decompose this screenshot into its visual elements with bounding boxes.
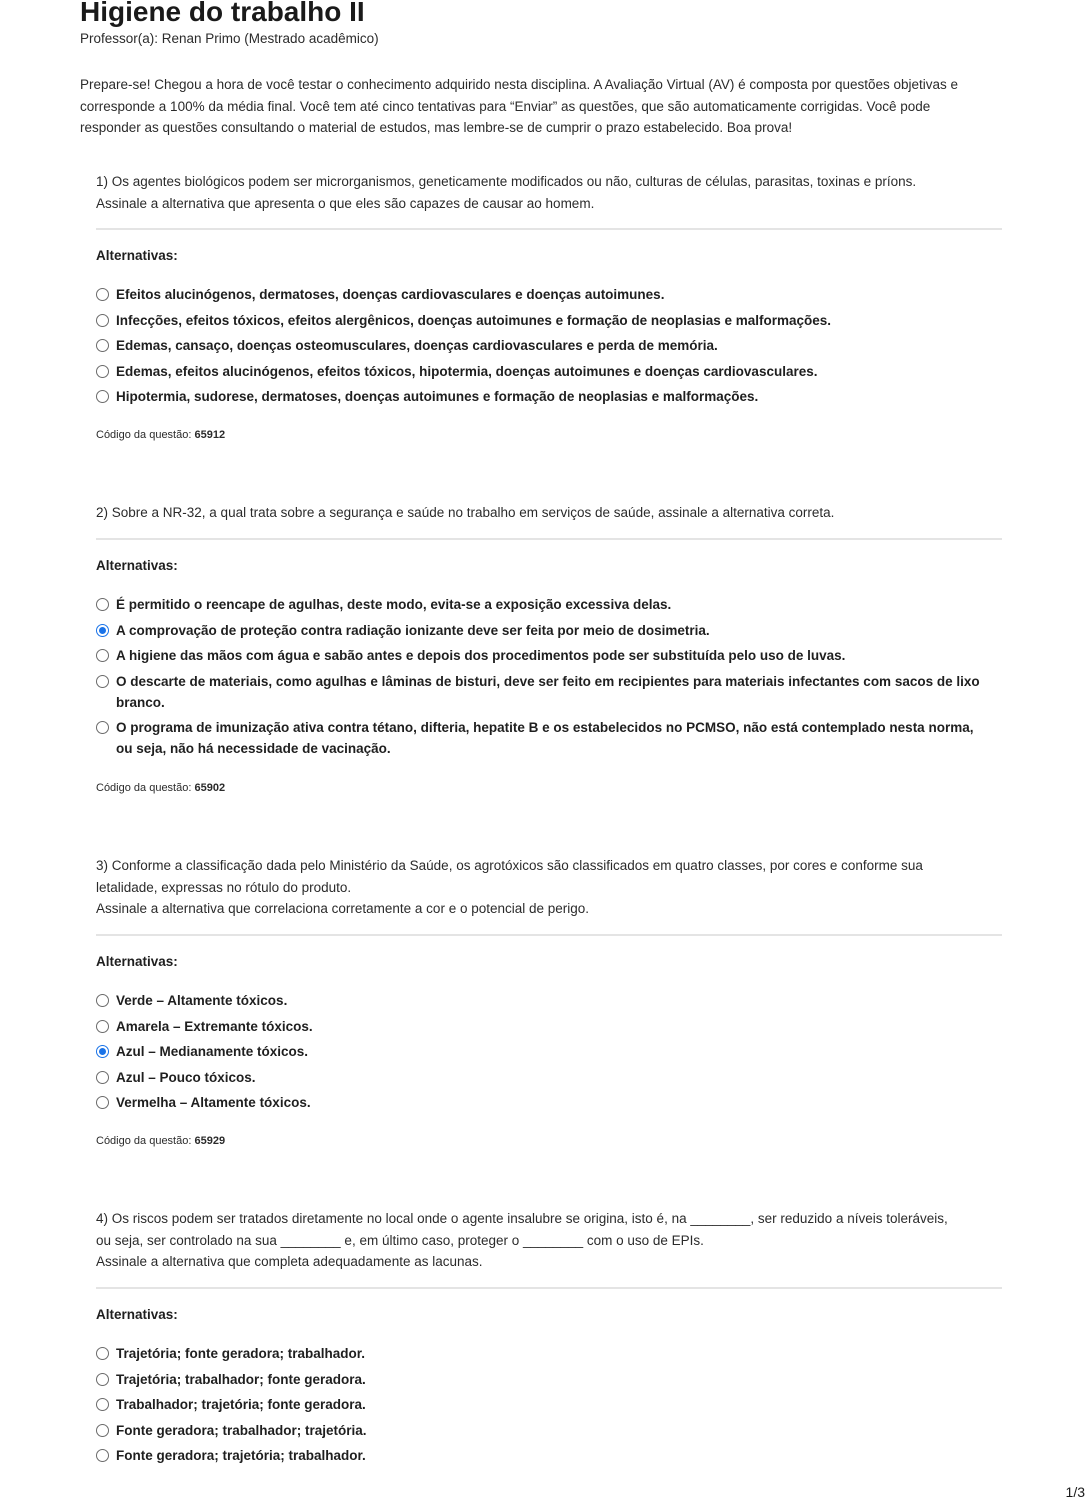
alternatives-list (96, 990, 1002, 1118)
alternative-text: Trajetória; trabalhador; fonte geradora. (116, 1371, 366, 1387)
alternative-option[interactable] (96, 594, 1002, 615)
radio-button-selected[interactable] (96, 1045, 109, 1058)
alternative-text: Vermelha – Altamente tóxicos. (116, 1095, 311, 1110)
question-code-value: 65929 (194, 1135, 226, 1147)
question-text-line: letalidade, expressas no rótulo do produto. (96, 879, 352, 895)
alternative-option[interactable] (96, 1041, 1002, 1062)
radio-button[interactable] (96, 994, 109, 1007)
question-text-line: Assinale a alternativa que correlaciona corretamente a cor e o potencial de perigo. (96, 901, 590, 916)
radio-button[interactable] (96, 1071, 109, 1084)
alternative-text: Amarela – Extremante tóxicos. (116, 1018, 313, 1034)
question-text-line: Assinale a alternativa que completa adequadamente as lacunas. (96, 1254, 483, 1269)
alternative-text: Efeitos alucinógenos, dermatoses, doenças cardiovasculares e doenças autoimunes. (116, 287, 665, 302)
alternative-option[interactable] (96, 284, 1002, 305)
radio-button[interactable] (96, 390, 109, 403)
radio-button[interactable] (96, 1373, 109, 1386)
alternatives-list (96, 284, 1002, 412)
alternative-text: Trabalhador; trajetória; fonte geradora. (116, 1397, 366, 1412)
question-code (96, 1135, 225, 1147)
intro-line: corresponde a 100% da média final. Você tem até cinco tentativas para “Enviar” as questões, que são automaticamente corrigidas. Você pode (80, 98, 931, 114)
divider (96, 228, 1002, 230)
alternatives-header: Alternativas: (96, 558, 178, 573)
radio-button[interactable] (96, 675, 109, 688)
question-code-label: Código da questão: (96, 1135, 192, 1147)
question-code-value: 65912 (194, 429, 226, 441)
alternative-option[interactable] (96, 1369, 1002, 1390)
professor-info: Professor(a): Renan Primo (Mestrado acadêmico) (80, 31, 379, 46)
alternative-option[interactable] (96, 1420, 1002, 1441)
alternative-text: Azul – Medianamente tóxicos. (116, 1044, 309, 1059)
question-code-label: Código da questão: (96, 782, 192, 794)
divider (96, 538, 1002, 540)
question-code-label: Código da questão: (96, 429, 192, 441)
alternative-option[interactable] (96, 361, 1002, 382)
alternative-option[interactable] (96, 335, 1002, 356)
page-title: Higiene do trabalho II (80, 0, 365, 27)
alternative-option[interactable] (96, 990, 1002, 1011)
alternative-option[interactable] (96, 1092, 1002, 1113)
question-text-line: 3) Conforme a classificação dada pelo Ministério da Saúde, os agrotóxicos são classificados em quatro classes, por cores e conforme sua (96, 858, 923, 873)
question-4 (96, 1208, 1002, 1463)
radio-button[interactable] (96, 288, 109, 301)
question-text (96, 855, 1002, 920)
question-text (96, 502, 1002, 524)
question-code (96, 429, 225, 441)
alternative-text: Edemas, cansaço, doenças osteomusculares, doenças cardiovasculares e perda de memória. (116, 338, 718, 353)
radio-button[interactable] (96, 339, 109, 352)
alternative-option[interactable] (96, 717, 1002, 759)
alternative-text: O programa de imunização ativa contra tétano, difteria, hepatite B e os estabelecidos no PCMSO, não está contemplado nesta norma, (116, 720, 974, 735)
radio-button[interactable] (96, 1449, 109, 1462)
alternative-option[interactable] (96, 645, 1002, 666)
alternative-text: Azul – Pouco tóxicos. (116, 1069, 256, 1085)
question-text-line: 2) Sobre a NR-32, a qual trata sobre a segurança e saúde no trabalho em serviços de saúde, assinale a alternativa correta. (96, 505, 835, 520)
intro-line: responder as questões consultando o material de estudos, mas lembre-se de cumprir o prazo estabelecido. Boa prova! (80, 120, 793, 135)
radio-button[interactable] (96, 365, 109, 378)
alternative-text: O descarte de materiais, como agulhas e lâminas de bisturi, deve ser feito em recipientes para materiais infectantes com sacos de lixo (116, 673, 980, 689)
alternatives-header: Alternativas: (96, 248, 178, 263)
alternative-text: Hipotermia, sudorese, dermatoses, doenças autoimunes e formação de neoplasias e malformações. (116, 389, 759, 404)
alternative-option[interactable] (96, 386, 1002, 407)
radio-button[interactable] (96, 598, 109, 611)
page-number: 1/3 (1065, 1484, 1085, 1500)
radio-button[interactable] (96, 314, 109, 327)
alternative-text: Edemas, efeitos alucinógenos, efeitos tóxicos, hipotermia, doenças autoimunes e doenças cardiovasculares. (116, 363, 818, 379)
alternative-option[interactable] (96, 1067, 1002, 1088)
alternative-option[interactable] (96, 620, 1002, 641)
alternative-text: A higiene das mãos com água e sabão antes e depois dos procedimentos pode ser substituída pelo uso de luvas. (116, 648, 846, 663)
question-code-value: 65902 (194, 782, 226, 794)
alternatives-list (96, 594, 1002, 764)
question-code (96, 782, 225, 794)
alternative-option[interactable] (96, 671, 1002, 713)
divider (96, 1287, 1002, 1289)
divider (96, 934, 1002, 936)
alternative-option[interactable] (96, 1394, 1002, 1415)
alternative-text: A comprovação de proteção contra radiação ionizante deve ser feita por meio de dosimetria. (116, 622, 710, 638)
radio-button[interactable] (96, 721, 109, 734)
question-3 (96, 855, 1002, 1147)
alternatives-list (96, 1343, 1002, 1471)
radio-button[interactable] (96, 1347, 109, 1360)
alternative-option[interactable] (96, 1445, 1002, 1466)
alternative-text: Fonte geradora; trabalhador; trajetória. (116, 1422, 367, 1438)
question-text (96, 171, 1002, 214)
radio-button[interactable] (96, 1096, 109, 1109)
question-text-line: 1) Os agentes biológicos podem ser microrganismos, geneticamente modificados ou não, culturas de células, parasitas, toxinas e príons. (96, 174, 917, 189)
alternatives-header: Alternativas: (96, 1307, 178, 1322)
alternative-text: É permitido o reencape de agulhas, deste modo, evita-se a exposição excessiva delas. (116, 597, 672, 612)
radio-button[interactable] (96, 649, 109, 662)
question-2 (96, 502, 1002, 794)
question-text-line: Assinale a alternativa que apresenta o que eles são capazes de causar ao homem. (96, 195, 595, 211)
question-text-line: ou seja, ser controlado na sua ________ e, em último caso, proteger o ________ com o uso de EPIs. (96, 1232, 704, 1248)
radio-button[interactable] (96, 1424, 109, 1437)
radio-button[interactable] (96, 1020, 109, 1033)
question-text (96, 1208, 1002, 1273)
alternative-text: Fonte geradora; trajetória; trabalhador. (116, 1448, 366, 1463)
radio-button[interactable] (96, 1398, 109, 1411)
alternative-option[interactable] (96, 1016, 1002, 1037)
intro-text (80, 74, 1020, 139)
intro-line: Prepare-se! Chegou a hora de você testar o conhecimento adquirido nesta disciplina. A Avaliação Virtual (AV) é composta por questões objetivas e (80, 77, 959, 92)
alternative-option[interactable] (96, 310, 1002, 331)
alternative-text: Infecções, efeitos tóxicos, efeitos alergênicos, doenças autoimunes e formação de neoplasias e malformações. (116, 312, 832, 328)
question-text-line: 4) Os riscos podem ser tratados diretamente no local onde o agente insalubre se origina, isto é, na ________, ser reduzido a níveis toleráveis, (96, 1211, 948, 1226)
alternative-option[interactable] (96, 1343, 1002, 1364)
alternative-text: Trajetória; fonte geradora; trabalhador. (116, 1346, 366, 1361)
alternatives-header: Alternativas: (96, 954, 178, 969)
alternative-text: branco. (116, 694, 165, 710)
alternative-text: ou seja, não há necessidade de vacinação. (116, 741, 391, 756)
alternative-text: Verde – Altamente tóxicos. (116, 993, 288, 1008)
question-1 (96, 171, 1002, 441)
radio-button-selected[interactable] (96, 624, 109, 637)
